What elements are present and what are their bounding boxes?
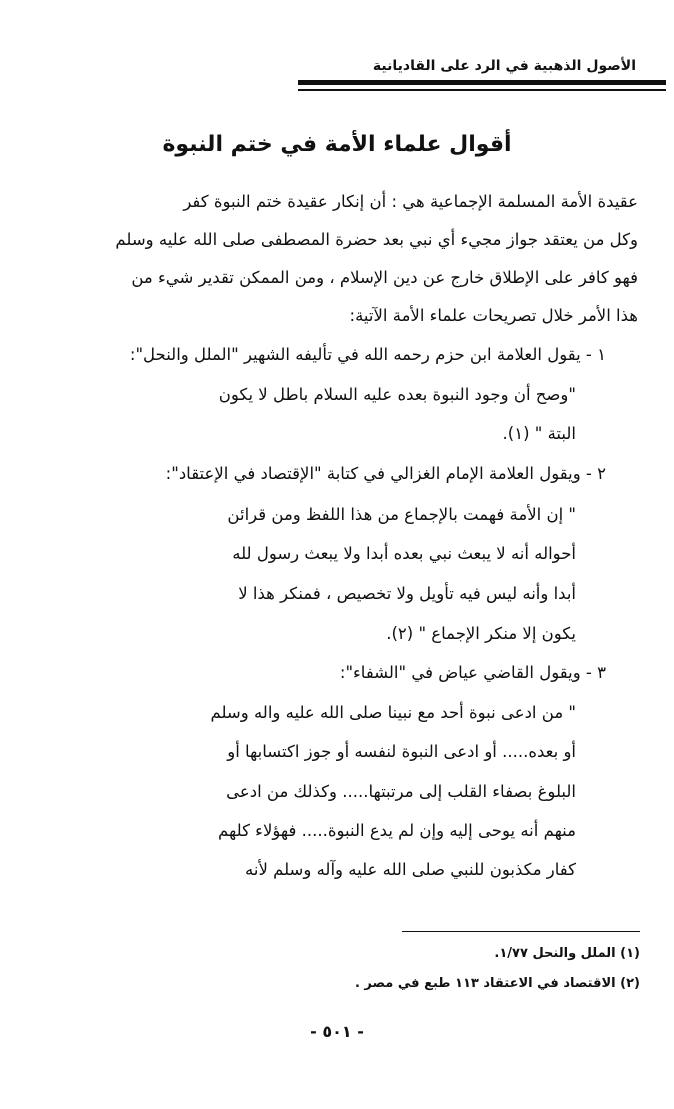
quote-2-line-1: " إن الأمة فهمت بالإجماع من هذا اللفظ ومن قرائن — [227, 505, 576, 524]
list-item-1-heading: ١ - يقول العلامة ابن حزم رحمه الله في تأليفه الشهير "الملل والنحل": — [129, 345, 606, 364]
body-line-2: وكل من يعتقد جواز مجيء أي نبي بعد حضرة المصطفى صلى الله عليه وسلم — [115, 230, 638, 249]
list-item-2-heading: ٢ - ويقول العلامة الإمام الغزالي في كتابة "الإقتصاد في الإعتقاد": — [165, 464, 606, 483]
footnote-1: (١) الملل والنحل ١/٧٧. — [494, 946, 640, 961]
quote-1-line-2: البتة " (١). — [502, 424, 576, 443]
quote-2-line-2: أحواله أنه لا يبعث نبي بعده أبدا ولا يبعث رسول لله — [232, 544, 576, 563]
quote-3-line-2: أو بعده..... أو ادعى النبوة لنفسه أو جوز اكتسابها أو — [227, 742, 576, 761]
body-line-1: عقيدة الأمة المسلمة الإجماعية هي : أن إنكار عقيدة ختم النبوة كفر — [183, 192, 638, 211]
body-line-3: فهو كافر على الإطلاق خارج عن دين الإسلام ، ومن الممكن تقدير شيء من — [131, 268, 638, 287]
header-rule — [298, 80, 666, 94]
section-title: أقوال علماء الأمة في ختم النبوة — [162, 132, 512, 157]
quote-1-line-1: "وصح أن وجود النبوة بعده عليه السلام باطل لا يكون — [218, 385, 576, 404]
footnote-2: (٢) الاقتصاد في الاعتقاد ١١٣ طبع في مصر . — [354, 976, 640, 991]
quote-2-line-4: يكون إلا منكر الإجماع " (٢). — [386, 624, 576, 643]
quote-3-line-4: منهم أنه يوحى إليه وإن لم يدع النبوة..... فهؤلاء كلهم — [218, 821, 576, 840]
body-line-4: هذا الأمر خلال تصريحات علماء الأمة الآتية: — [349, 306, 638, 325]
header-rule-thin — [298, 89, 666, 91]
page-number: - ٥٠١ - — [310, 1022, 364, 1041]
footnote-rule — [402, 931, 640, 932]
quote-3-line-1: " من ادعى نبوة أحد مع نبينا صلى الله عليه واله وسلم — [210, 703, 576, 722]
quote-3-line-3: البلوغ بصفاء القلب إلى مرتبتها..... وكذلك من ادعى — [226, 782, 576, 801]
list-item-3-heading: ٣ - ويقول القاضي عياض في "الشفاء": — [339, 663, 606, 682]
running-header-text: الأصول الذهبية في الرد على القاديانية — [372, 58, 636, 74]
quote-3-line-5: كفار مكذبون للنبي صلى الله عليه وآله وسلم لأنه — [245, 860, 576, 879]
header-rule-thick — [298, 80, 666, 85]
quote-2-line-3: أبدا وأنه ليس فيه تأويل ولا تخصيص ، فمنكر هذا لا — [238, 584, 576, 603]
